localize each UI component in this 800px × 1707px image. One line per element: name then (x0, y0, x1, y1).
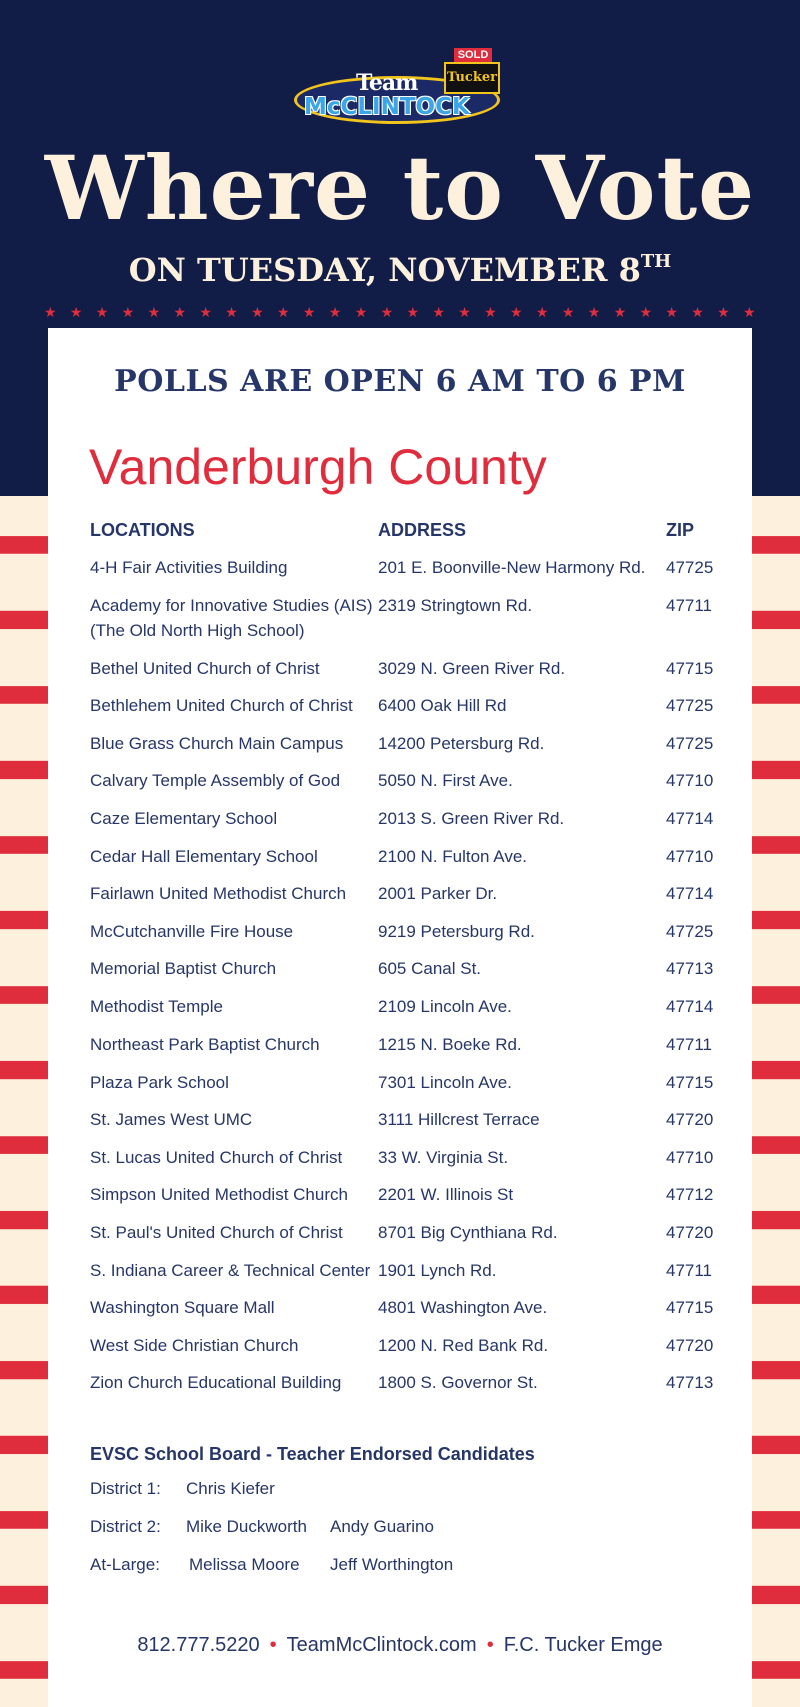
location-address: 14200 Petersburg Rd. (378, 734, 545, 753)
location-zip: 47715 (666, 1073, 714, 1092)
location-address: 2319 Stringtown Rd. (378, 596, 533, 615)
location-zip: 47725 (666, 558, 714, 577)
location-zip: 47715 (666, 1298, 714, 1317)
star-icon: ★ (328, 304, 342, 320)
star-icon: ★ (121, 304, 135, 320)
location-name: S. Indiana Career & Technical Center (90, 1261, 371, 1280)
table-row (90, 1070, 712, 1100)
location-zip: 47725 (666, 922, 714, 941)
location-name: Blue Grass Church Main Campus (90, 734, 344, 753)
star-icon: ★ (95, 304, 109, 320)
location-address: 6400 Oak Hill Rd (378, 696, 507, 715)
location-address: 1200 N. Red Bank Rd. (378, 1336, 549, 1355)
footer-website-link[interactable]: TeamMcClintock.com (286, 1634, 477, 1656)
location-address: 2201 W. Illinois St (378, 1185, 514, 1204)
star-icon: ★ (510, 304, 523, 320)
location-name: Northeast Park Baptist Church (90, 1035, 320, 1054)
footer-phone: 812.777.5220 (137, 1634, 260, 1656)
location-zip: 47710 (666, 771, 714, 790)
subtitle-text: ON TUESDAY, NOVEMBER 8 (128, 251, 641, 289)
logo-team-text: Team (356, 70, 418, 96)
page-subtitle (0, 242, 800, 290)
location-name: Memorial Baptist Church (90, 959, 277, 978)
star-icon: ★ (406, 304, 420, 320)
location-zip: 47711 (666, 1261, 713, 1280)
location-zip: 47720 (666, 1336, 714, 1355)
location-address: 2013 S. Green River Rd. (378, 809, 565, 828)
star-icon: ★ (147, 304, 161, 320)
location-zip: 47715 (666, 659, 714, 678)
star-icon: ★ (44, 304, 57, 320)
logo-mcclintock-text: McCLINTOCK (304, 94, 470, 120)
star-icon: ★ (639, 304, 653, 320)
star-icon: ★ (691, 304, 704, 320)
table-row (90, 1258, 712, 1288)
school-board-heading: EVSC School Board - Teacher Endorsed Candidates (90, 1444, 535, 1464)
location-name: Simpson United Methodist Church (90, 1185, 348, 1204)
location-name: Methodist Temple (90, 997, 223, 1016)
star-icon: ★ (484, 304, 497, 320)
location-address: 2100 N. Fulton Ave. (378, 847, 528, 866)
logo-sold-sign: SOLD (454, 48, 492, 62)
table-row (90, 731, 712, 761)
location-name: Cedar Hall Elementary School (90, 847, 318, 866)
board-label: District 2: (90, 1517, 161, 1536)
logo-tucker-sign: Tucker (444, 62, 500, 94)
subtitle-superscript: TH (640, 251, 672, 272)
table-row (90, 806, 712, 836)
board-label: At-Large: (90, 1555, 160, 1574)
bullet-separator: • (269, 1634, 277, 1656)
location-zip: 47713 (666, 1373, 714, 1392)
county-heading: Vanderburgh County (89, 439, 547, 495)
table-row (90, 1295, 712, 1325)
board-candidate: Andy Guarino (330, 1517, 434, 1536)
location-address: 7301 Lincoln Ave. (378, 1073, 512, 1092)
location-zip: 47720 (666, 1110, 714, 1129)
location-address: 5050 N. First Ave. (378, 771, 513, 790)
location-name: Bethel United Church of Christ (90, 659, 320, 678)
location-name: Zion Church Educational Building (90, 1373, 342, 1392)
star-icon: ★ (251, 304, 264, 320)
table-row (90, 956, 712, 986)
table-row (90, 593, 713, 640)
location-zip: 47714 (666, 884, 714, 903)
table-row (90, 881, 712, 911)
table-header (90, 518, 712, 548)
header-locations: LOCATIONS (90, 520, 195, 540)
location-zip: 47710 (666, 847, 714, 866)
location-address: 2109 Lincoln Ave. (378, 997, 512, 1016)
star-icon: ★ (380, 304, 394, 320)
header-zip: ZIP (666, 520, 695, 540)
star-icon: ★ (173, 304, 187, 320)
location-zip: 47712 (666, 1185, 714, 1204)
star-icon: ★ (458, 304, 471, 320)
board-candidate: Mike Duckworth (186, 1517, 307, 1536)
location-name: St. Lucas United Church of Christ (90, 1148, 343, 1167)
star-icon: ★ (277, 304, 290, 320)
location-name: Plaza Park School (90, 1073, 229, 1092)
location-address: 3029 N. Green River Rd. (378, 659, 566, 678)
table-row (90, 844, 712, 874)
location-address: 3111 Hillcrest Terrace (378, 1110, 540, 1129)
location-zip: 47713 (666, 959, 714, 978)
footer-contact (48, 1634, 752, 1657)
location-address: 4801 Washington Ave. (378, 1298, 548, 1317)
footer-company: F.C. Tucker Emge (503, 1634, 663, 1656)
star-divider (44, 302, 756, 322)
bullet-separator: • (486, 1634, 494, 1656)
table-row (90, 1145, 712, 1175)
board-candidate: Chris Kiefer (186, 1479, 275, 1498)
table-row (90, 1107, 712, 1137)
table-row (90, 994, 712, 1024)
location-zip: 47725 (666, 696, 714, 715)
location-address: 9219 Petersburg Rd. (378, 922, 535, 941)
star-icon: ★ (302, 304, 316, 320)
location-address: 2001 Parker Dr. (378, 884, 498, 903)
star-icon: ★ (199, 304, 212, 320)
location-name: Bethlehem United Church of Christ (90, 696, 353, 715)
table-row (90, 919, 712, 949)
table-row (90, 768, 712, 798)
star-icon: ★ (535, 304, 549, 320)
header-address: ADDRESS (378, 520, 467, 540)
location-name: West Side Christian Church (90, 1336, 299, 1355)
table-row (90, 1370, 712, 1400)
table-row (90, 693, 712, 723)
location-name: St. James West UMC (90, 1110, 253, 1129)
location-address: 8701 Big Cynthiana Rd. (378, 1223, 558, 1242)
location-address: 1800 S. Governor St. (378, 1373, 538, 1392)
table-row (90, 656, 712, 686)
board-label: District 1: (90, 1479, 161, 1498)
location-zip: 47711 (666, 1035, 713, 1054)
table-row (90, 1032, 712, 1062)
location-zip: 47710 (666, 1148, 714, 1167)
location-name: Calvary Temple Assembly of God (90, 771, 341, 790)
location-name: Fairlawn United Methodist Church (90, 884, 347, 903)
star-icon: ★ (225, 304, 238, 320)
location-zip: 47714 (666, 997, 714, 1016)
location-name: McCutchanville Fire House (90, 922, 294, 941)
location-name: Caze Elementary School (90, 809, 278, 828)
star-icon: ★ (717, 304, 730, 320)
location-zip: 47720 (666, 1223, 714, 1242)
location-address: 201 E. Boonville-New Harmony Rd. (378, 558, 646, 577)
location-zip: 47714 (666, 809, 714, 828)
polls-open-heading: POLLS ARE OPEN 6 AM TO 6 PM (114, 364, 686, 399)
location-zip: 47725 (666, 734, 714, 753)
location-address: 1215 N. Boeke Rd. (378, 1035, 522, 1054)
star-icon: ★ (354, 304, 368, 320)
location-name: 4-H Fair Activities Building (90, 558, 288, 577)
table-row (90, 1182, 712, 1212)
table-row (90, 1220, 712, 1250)
star-icon: ★ (743, 304, 756, 320)
star-icon: ★ (432, 304, 445, 320)
team-mcclintock-logo (294, 48, 506, 128)
star-icon: ★ (613, 304, 627, 320)
location-address: 1901 Lynch Rd. (378, 1261, 497, 1280)
board-candidate: Jeff Worthington (330, 1555, 454, 1574)
table-row (90, 555, 712, 585)
star-icon: ★ (561, 304, 575, 320)
location-address: 605 Canal St. (378, 959, 482, 978)
location-zip: 47711 (666, 596, 713, 615)
board-candidate: Melissa Moore (189, 1555, 300, 1574)
location-address: 33 W. Virginia St. (378, 1148, 509, 1167)
star-icon: ★ (665, 304, 678, 320)
location-name: Washington Square Mall (90, 1298, 275, 1317)
table-row (90, 1333, 712, 1363)
location-name: St. Paul's United Church of Christ (90, 1223, 343, 1242)
page-title: Where to Vote (44, 136, 756, 240)
location-name: Academy for Innovative Studies (AIS) (The Old North High School) (90, 596, 373, 640)
star-icon: ★ (69, 304, 83, 320)
content-card (48, 328, 752, 1707)
star-icon: ★ (587, 304, 601, 320)
